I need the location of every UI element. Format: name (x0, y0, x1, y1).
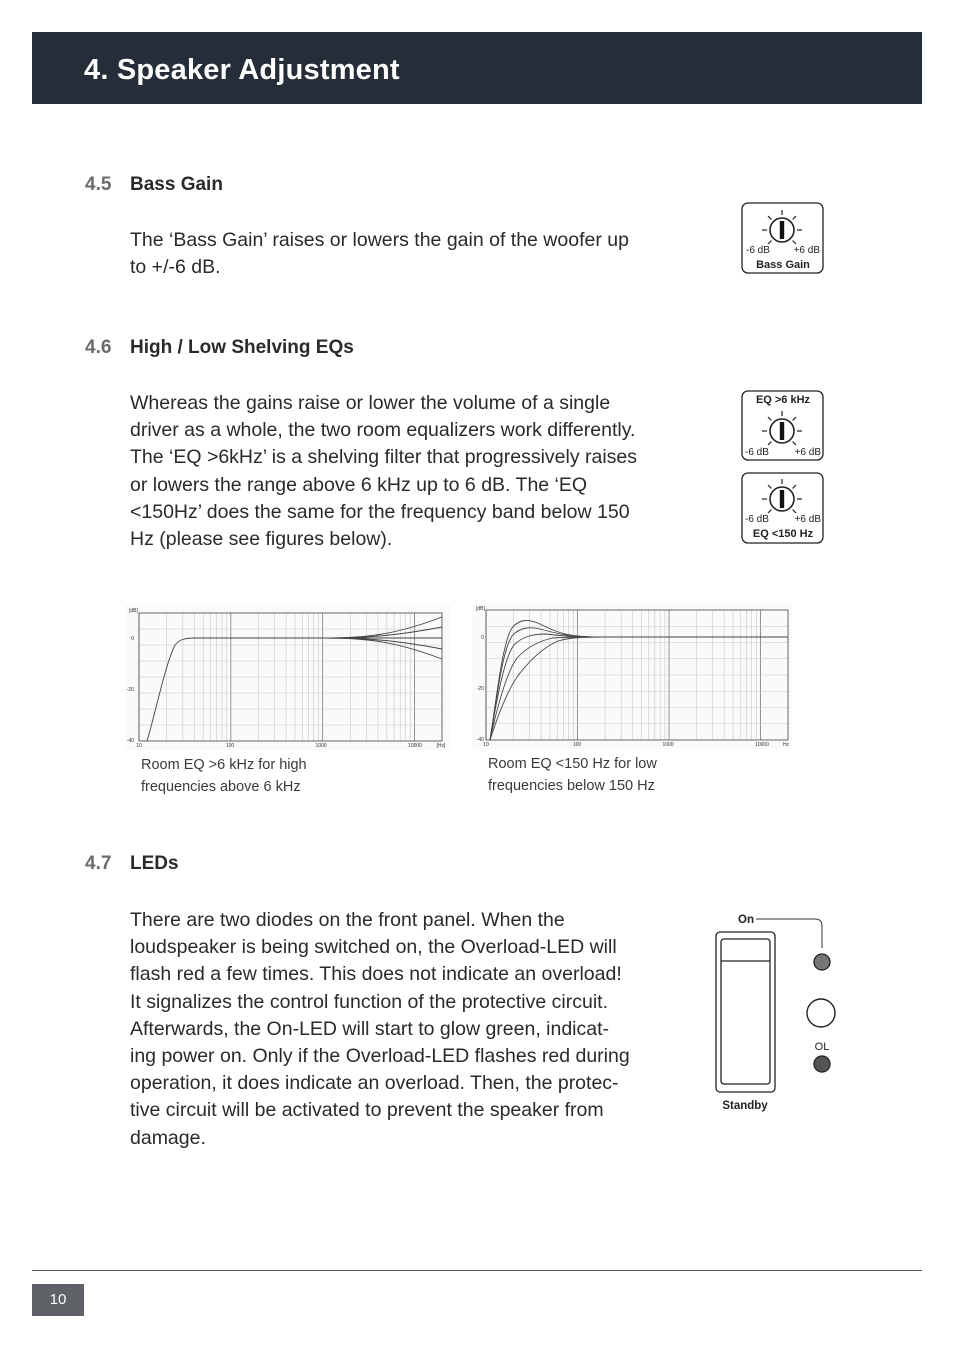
x-unit-label: Hz (782, 742, 790, 748)
x-tick-label: 10 (136, 743, 142, 749)
text-line: Afterwards, the On-LED will start to glow green, indicat- (130, 1017, 610, 1040)
knob-max-label: +6 dB (794, 447, 821, 458)
caption-line: Room EQ >6 kHz for high (141, 757, 307, 773)
section-heading-bass-gain (85, 174, 223, 196)
bass-gain-knob-icon (741, 202, 825, 276)
text-line: Whereas the gains raise or lower the volume of a single (130, 392, 611, 414)
bass-gain-paragraph (130, 227, 629, 281)
caption-line: frequencies below 150 Hz (488, 777, 655, 794)
figure-caption-high (141, 755, 307, 798)
y-tick-label: -20 (126, 687, 134, 693)
text-line: <150Hz’ does the same for the frequency band below 150 (130, 500, 630, 523)
y-tick-label: 0 (131, 636, 134, 642)
y-tick-label: -40 (476, 737, 484, 743)
text-line: Hz (please see figures below). (130, 528, 393, 551)
section-title: High / Low Shelving EQs (130, 337, 354, 358)
room-eq-high-graph (125, 605, 451, 750)
text-line: ing power on. Only if the Overload-LED flashes red during (130, 1045, 630, 1068)
knob-max-label: +6 dB (794, 514, 821, 525)
round-indicator (807, 999, 835, 1027)
caption-line: frequencies above 6 kHz (141, 778, 301, 795)
leds-paragraph (130, 907, 630, 1152)
x-tick-label: 100 (572, 742, 582, 748)
x-tick-label: 1000 (662, 742, 674, 748)
footer-divider (32, 1270, 922, 1271)
page-number: 10 (32, 1284, 84, 1316)
knob-label: EQ <150 Hz (752, 528, 814, 540)
eq-high-knob-icon (741, 390, 825, 462)
text-line: There are two diodes on the front panel. When the (130, 909, 565, 931)
text-line: operation, it does indicate an overload. Then, the protec- (130, 1072, 619, 1095)
text-line: flash red a few times. This does not indicate an overload! (130, 963, 622, 986)
knob-min-label: -6 dB (746, 245, 770, 256)
page-header (32, 32, 922, 104)
section-number: 4.7 (85, 853, 112, 874)
text-line: The ‘Bass Gain’ raises or lowers the gain of the woofer up (130, 229, 629, 251)
knob-label: Bass Gain (756, 259, 810, 271)
x-tick-label: 10000 (755, 742, 769, 748)
ol-label: OL (814, 1041, 830, 1053)
knob-min-label: -6 dB (745, 447, 769, 458)
eq-low-knob-icon (741, 472, 825, 545)
text-line: The ‘EQ >6kHz’ is a shelving filter that progressively raises (130, 446, 638, 469)
x-tick-label: 10000 (408, 743, 422, 749)
standby-label: Standby (722, 1100, 768, 1112)
knob-max-label: +6 dB (793, 245, 820, 256)
y-unit-label: [dB] (129, 608, 138, 614)
x-tick-label: 100 (225, 743, 235, 749)
x-tick-label: 1000 (315, 743, 327, 749)
knob-label: EQ >6 kHz (755, 394, 811, 406)
on-label: On (738, 914, 754, 926)
page-title: 4. Speaker Adjustment (84, 54, 400, 86)
section-number: 4.6 (85, 337, 112, 358)
y-tick-label: -40 (126, 738, 134, 744)
knob-min-label: -6 dB (745, 514, 769, 525)
x-unit-label: [Hz] (436, 743, 446, 749)
x-tick-label: 10 (483, 742, 489, 748)
text-line: It signalizes the control function of the protective circuit. (130, 990, 608, 1013)
y-unit-label: [dB] (476, 606, 485, 612)
shelving-eqs-paragraph (130, 390, 637, 553)
front-panel-led-diagram (706, 908, 846, 1118)
overload-led (814, 1056, 830, 1072)
room-eq-low-graph (472, 603, 792, 749)
text-line: or lowers the range above 6 kHz up to 6 dB. The ‘EQ (130, 473, 588, 496)
y-tick-label: -20 (476, 686, 484, 692)
text-line: tive circuit will be activated to prevent the speaker from (130, 1099, 604, 1122)
text-line: to +/-6 dB. (130, 256, 221, 279)
section-title: LEDs (130, 853, 179, 874)
text-line: loudspeaker is being switched on, the Overload-LED will (130, 936, 617, 959)
text-line: damage. (130, 1126, 206, 1149)
section-number: 4.5 (85, 174, 112, 195)
section-title: Bass Gain (130, 174, 223, 195)
section-heading-shelving-eqs (85, 337, 354, 359)
text-line: driver as a whole, the two room equalizers work differently. (130, 419, 636, 442)
figure-caption-low (488, 754, 657, 797)
caption-line: Room EQ <150 Hz for low (488, 756, 657, 772)
y-tick-label: 0 (481, 635, 484, 641)
on-led (814, 954, 830, 970)
section-heading-leds (85, 853, 179, 875)
